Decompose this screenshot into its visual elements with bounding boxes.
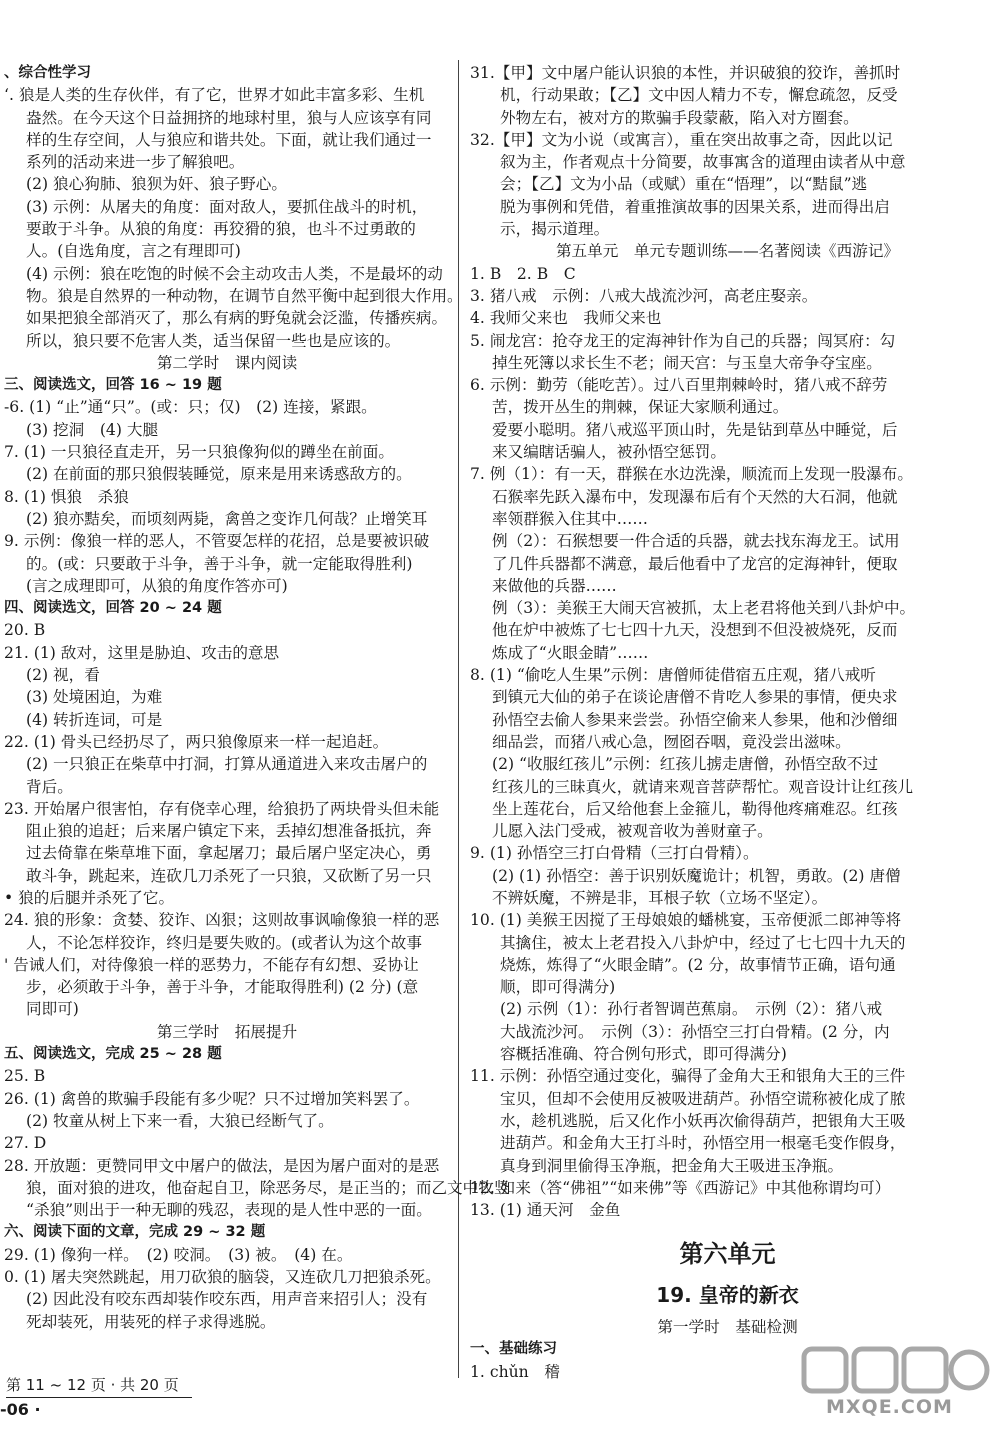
watermark-text: MXQE.COM <box>826 1396 953 1418</box>
answer-line: 红孩儿的三昧真火，就请来观音菩萨帮忙。观音设计让红孩儿 <box>492 777 914 796</box>
answer-line: 要敢于斗争。从狼的角度：再狡猾的狼，也斗不过勇敢的 <box>26 220 416 239</box>
answer-line: (4) 示例：狼在吃饱的时候不会主动攻击人类，不是最坏的动 <box>26 264 443 283</box>
section-heading: 六、阅读下面的文章，完成 29 ~ 32 题 <box>4 1224 266 1241</box>
page-number: -06 · <box>0 1400 41 1419</box>
answer-line: 8. (1) 惧狼 杀狼 <box>4 487 129 506</box>
answer-line: 敢斗争，跳起来，连砍几刀杀死了一只狼，又砍断了另一只 <box>26 866 432 885</box>
answer-line: (3) 挖洞 (4) 大腿 <box>26 420 159 439</box>
answer-line: 宝贝，但却不会使用反被吸进葫芦。孙悟空谎称被化成了脓 <box>500 1089 906 1108</box>
answer-line: “杀狼”则出于一种无聊的残忍，表现的是人性中恶的一面。 <box>26 1201 432 1220</box>
answer-line: 机，行动果敢；【乙】文中因人精力不专，懈怠疏忽，反受 <box>500 86 898 105</box>
answer-line: 步，必须敢于斗争，善于斗争，才能取得胜利) (2 分) (意 <box>26 978 419 997</box>
lesson-heading: 第三学时 拓展提升 <box>156 1022 298 1041</box>
section-heading: 五、阅读选文，完成 25 ~ 28 题 <box>4 1046 222 1063</box>
answer-line: 脱为事例和凭借，着重推演故事的因果关系，进而得出启 <box>500 197 890 216</box>
left-column <box>4 62 510 1333</box>
answer-line: (2) 因此没有咬东西却装作咬东西，用声音来招引人；没有 <box>26 1290 428 1309</box>
answer-line: ‘. 狼是人类的生存伙伴，有了它，世界才如此丰富多彩、生机 <box>4 86 425 105</box>
lesson-subtitle: 第一学时 基础检测 <box>657 1318 798 1337</box>
answer-line: 爱要小聪明。猪八戒巡平顶山时，先是钻到草丛中睡觉，后 <box>492 420 898 439</box>
section-heading: 四、阅读选文，回答 20 ~ 24 题 <box>4 600 222 617</box>
answer-line: 孙悟空去偷人参果来尝尝。孙悟空偷来人参果，他和沙僧细 <box>492 710 898 729</box>
answer-line: 23. 开始屠户很害怕，存有侥幸心理，给狼扔了两块骨头但未能 <box>4 799 440 818</box>
answer-line: (4) 转折连词，可是 <box>26 710 163 729</box>
answer-line: 27. D <box>4 1134 47 1153</box>
answer-line: 例（2）：石猴想要一件合适的兵器，就去找东海龙王。试用 <box>492 532 900 551</box>
answer-line: 进葫芦。和金角大王打斗时，孙悟空用一根毫毛变作假身， <box>500 1134 906 1153</box>
answer-line: 11. 示例：孙悟空通过变化，骗得了金角大王和银角大王的三件 <box>470 1067 906 1086</box>
answer-line: 烧炼，炼得了“火眼金睛”。(2 分，故事情节正确，语句通 <box>500 955 896 974</box>
answer-line: 大战流沙河。 示例（3）：孙悟空三打白骨精。(2 分，内 <box>500 1022 890 1041</box>
answer-line: 背后。 <box>26 777 73 796</box>
answer-line: 过去倚靠在柴草堆下面，拿起屠刀；最后屠户坚定决心，勇 <box>26 844 432 863</box>
answer-line: ' 告诫人们，对待像狼一样的恶势力，不能存有幻想、妥协让 <box>4 955 419 974</box>
answer-line: 28. 开放题：更赞同甲文中屠户的做法，是因为屠户面对的是恶 <box>4 1156 440 1175</box>
answer-line: -6. (1) “止”通“只”。(或：只；仅) (2) 连接，紧跟。 <box>4 398 377 417</box>
answer-line: 来做他的兵器…… <box>492 576 617 595</box>
lesson-title: 19. 皇帝的新衣 <box>656 1282 799 1307</box>
answer-line: (2) 狼亦黠矣，而顷刻两毙，禽兽之变诈几何哉？止增笑耳 <box>26 509 428 528</box>
section-heading: 三、阅读选文，回答 16 ~ 19 题 <box>4 377 222 394</box>
answer-line: 人，不论怎样狡诈，终归是要失败的。(或者认为这个故事 <box>26 933 422 952</box>
answer-line: (2) 牧童从树上下来一看，大狼已经断气了。 <box>26 1111 334 1130</box>
answer-line: 水，趁机逃脱，后又化作小妖再次偷得葫芦，把银角大王吸 <box>500 1111 906 1130</box>
answer-line: • 狼的后腿并杀死了它。 <box>4 888 175 907</box>
answer-line: 21. (1) 敌对，这里是胁迫、攻击的意思 <box>4 643 280 662</box>
answer-line: (3) 处境困迫，为难 <box>26 688 163 707</box>
answer-line: 的。(或：只要敢于斗争，善于斗争，就一定能取得胜利) <box>26 554 413 573</box>
answer-line: 例（3）：美猴王大闹天宫被抓，太上老君将他关到八卦炉中。 <box>492 599 916 618</box>
answer-line: 真身到洞里偷得玉净瓶，把金角大王吸进玉净瓶。 <box>500 1156 844 1175</box>
page-range: 第 11 ~ 12 页 · 共 20 页 <box>6 1374 192 1398</box>
answer-line: 其擒住，被太上老君投入八卦炉中，经过了七七四十九天的 <box>500 933 906 952</box>
answer-line: 阻止狼的追赶；后来屠户镇定下来，丢掉幻想准备抵抗，奔 <box>26 822 432 841</box>
answer-line: 26. (1) 禽兽的欺骗手段能有多少呢？只不过增加笑料罢了。 <box>4 1089 420 1108</box>
answer-line: 顺，即可得满分) <box>500 978 616 997</box>
answer-line: 20. B <box>4 621 46 640</box>
answer-line: (2) (1) 孙悟空：善于识别妖魔诡计；机智，勇敢。(2) 唐僧 <box>492 866 901 885</box>
answer-line: 石猴率先跃入瀑布中，发现瀑布后有个天然的大石洞，他就 <box>492 487 898 506</box>
answer-line: 10. (1) 美猴王因搅了王母娘娘的蟠桃宴，玉帝便派二郎神等将 <box>470 911 902 930</box>
answer-line: 示，揭示道理。 <box>500 220 610 239</box>
answer-line: 儿愿入法门受戒，被观音收为善财童子。 <box>492 822 773 841</box>
answer-line: (2) “收服红孩儿”示例：红孩儿掳走唐僧，孙悟空敌不过 <box>492 755 879 774</box>
answer-line: (3) 示例：从屠夫的角度：面对敌人，要抓住战斗的时机， <box>26 197 428 216</box>
answer-line: 如果把狼全部消灭了，那么有病的野兔就会泛滥，传播疾病。 <box>26 309 448 328</box>
answer-line: 9. 示例：像狼一样的恶人，不管耍怎样的花招，总是要被识破 <box>4 532 430 551</box>
answer-line: 6. 示例：勤劳（能吃苦）。过八百里荆棘岭时，猪八戒不辞劳 <box>470 376 888 395</box>
lesson-heading: 第五单元 单元专题训练——名著阅读《西游记》 <box>555 242 900 261</box>
answer-line: 他在炉中被炼了七七四十九天，没想到不但没被烧死，反而 <box>492 621 898 640</box>
answer-line: 样的生存空间，人与狼应和谐共处。下面，就让我们通过一 <box>26 130 432 149</box>
answer-line: 25. B <box>4 1067 46 1086</box>
unit-title: 第六单元 <box>679 1240 776 1269</box>
answer-line: 盎然。在今天这个日益拥挤的地球村里，狼与人应该享有同 <box>26 108 432 127</box>
answer-line: 8. (1) “偷吃人生果”示例：唐僧师徒借宿五庄观，猪八戒听 <box>470 666 876 685</box>
answer-line: 7. 例（1）：有一天，群猴在水边洗澡，顺流而上发现一股瀑布。 <box>470 465 913 484</box>
answer-line: (言之成理即可，从狼的角度作答亦可) <box>26 576 288 595</box>
answer-line: 到镇元大仙的弟子在谈论唐僧不肯吃人参果的事情，便央求 <box>492 688 898 707</box>
right-answer-lines <box>470 62 985 1221</box>
right-column <box>470 62 985 1383</box>
answer-line: 容概括准确、符合例句形式，即可得满分) <box>500 1045 787 1064</box>
answer-line: (2) 狼心狗肺、狼狈为奸、狼子野心。 <box>26 175 287 194</box>
answer-line: 32.【甲】文为小说（或寓言），重在突出故事之奇，因此以记 <box>470 130 893 149</box>
answer-line: 了几件兵器都不满意，最后他看中了龙宫的定海神针，便取 <box>492 554 898 573</box>
section-heading: 、综合性学习 <box>4 65 91 81</box>
answer-line: 9. (1) 孙悟空三打白骨精（三打白骨精）。 <box>470 844 759 863</box>
answer-line: 苦，拨开丛生的荆棘，保证大家顺利通过。 <box>492 398 789 417</box>
answer-line: 细品尝，而猪八戒心急，囫囵吞咽，竟没尝出滋味。 <box>492 732 851 751</box>
answer-line: 同即可) <box>26 1000 79 1019</box>
section-heading: 一、基础练习 <box>470 1341 557 1358</box>
answer-line: (2) 一只狼正在柴草中打洞，打算从通道进入来攻击屠户的 <box>26 755 428 774</box>
answer-line: 0. (1) 屠夫突然跳起，用刀砍狼的脑袋，又连砍几刀把狼杀死。 <box>4 1268 441 1287</box>
lesson-heading: 第二学时 课内阅读 <box>156 353 298 372</box>
answer-line: 坐上莲花台，后又给他套上金箍儿，勒得他疼痛难忍。红孩 <box>492 799 898 818</box>
answer-line: 物。狼是自然界的一种动物，在调节自然平衡中起到很大作用。 <box>26 286 463 305</box>
answer-line: 7. (1) 一只狼径直走开，另一只狼像狗似的蹲坐在前面。 <box>4 443 394 462</box>
answer-line: 1. chǔn 稽 <box>470 1362 560 1381</box>
answer-line: 外物左右，被对方的欺骗手段蒙蔽，陷入对方圈套。 <box>500 108 859 127</box>
answer-line: 12. 如来（答“佛祖”“如来佛”等《西游记》中其他称谓均可） <box>470 1178 891 1197</box>
answer-line: 22. (1) 骨头已经扔尽了，两只狼像原来一样一起追赶。 <box>4 732 389 751</box>
answer-line: 炼成了“火眼金睛”…… <box>492 643 649 662</box>
answer-line: 13. (1) 通天河 金鱼 <box>470 1201 621 1220</box>
answer-line: 31.【甲】文中屠户能认识狼的本性，并识破狼的狡诈，善抓时 <box>470 64 901 82</box>
answer-line: 来又编瞎话骗人，被孙悟空惩罚。 <box>492 443 726 462</box>
answer-line: 3. 猪八戒 示例：八戒大战流沙河，高老庄娶亲。 <box>470 286 818 305</box>
answer-line: 29. (1) 像狗一样。 (2) 咬洞。 (3) 被。 (4) 在。 <box>4 1245 353 1264</box>
answer-line: 死却装死，用装死的样子求得逃脱。 <box>26 1312 276 1331</box>
answer-line: 叙为主，作者观点十分简要，故事寓含的道理由读者从中意 <box>500 153 906 172</box>
answer-line: (2) 视，看 <box>26 666 100 685</box>
answer-line: (2) 示例（1）：孙行者智调芭蕉扇。 示例（2）：猪八戒 <box>500 1000 883 1019</box>
answer-line: 所以，狼只要不危害人类，适当保留一些也是应该的。 <box>26 331 401 350</box>
answer-line: 会；【乙】文为小品（或赋）重在“悟理”，以“黠鼠”逃 <box>500 175 868 194</box>
answer-line: (2) 在前面的那只狼假装睡觉，原来是用来诱惑敌方的。 <box>26 465 412 484</box>
answer-line: 5. 闹龙宫：抢夺龙王的定海神针作为自己的兵器；闯冥府：勾 <box>470 331 896 350</box>
answer-line: 4. 我师父来也 我师父来也 <box>470 309 662 328</box>
answer-line: 率领群猴入住其中…… <box>492 509 648 528</box>
answer-line: 不辨妖魔，不辨是非，耳根子软（立场不坚定）。 <box>492 888 828 907</box>
answer-line: 24. 狼的形象：贪婪、狡诈、凶狠；这则故事讽喻像狼一样的恶 <box>4 911 440 930</box>
answer-line: 人。(自选角度，言之有理即可) <box>26 242 241 261</box>
answer-line: 系列的活动来进一步了解狼吧。 <box>26 153 245 172</box>
answer-line: 掉生死簿以求长生不老；闹天宫：与玉皇大帝争夺宝座。 <box>492 353 882 372</box>
answer-line: 1. B 2. B C <box>470 264 576 283</box>
answer-line: 狼，面对狼的进攻，他奋起自卫，除恶务尽，是正当的；而乙文中牧竖 <box>26 1178 510 1197</box>
